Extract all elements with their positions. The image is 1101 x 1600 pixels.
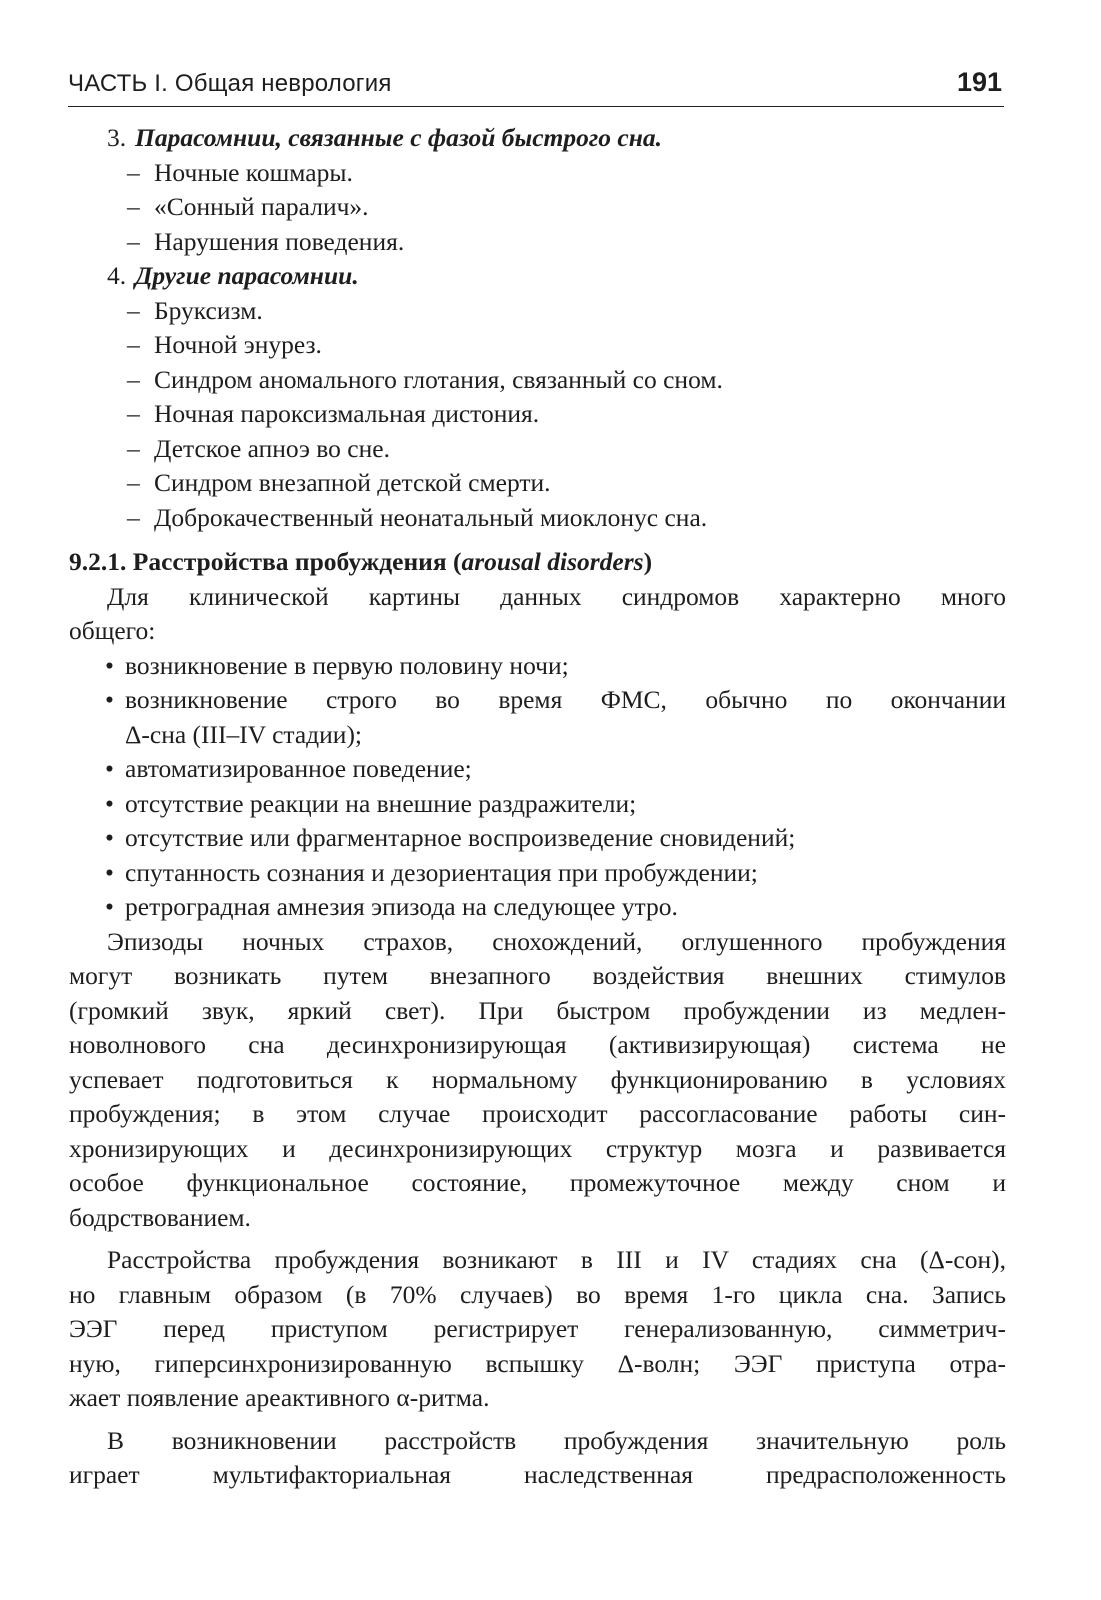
list-item: – Ночная пароксизмальная дистония. bbox=[127, 399, 540, 428]
paragraph-line: Эпизоды ночных страхов, снохождений, оглушенного пробуждения bbox=[107, 926, 1006, 956]
list-item: – Детское апноэ во сне. bbox=[127, 433, 390, 463]
bullet-item: • спутанность сознания и дезориентация при пробуждении; bbox=[105, 857, 758, 887]
list-item: – Синдром внезапной детской смерти. bbox=[127, 468, 551, 497]
paragraph-line: хронизирующих и десинхронизирующих структур мозга и развивается bbox=[69, 1133, 1006, 1163]
paragraph-line: но главным образом (в 70% случаев) во время 1-го цикла сна. Запись bbox=[69, 1279, 1006, 1309]
list-heading-3: 3. Парасомнии, связанные с фазой быстрого сна. bbox=[107, 123, 663, 152]
paragraph-line: жает появление ареактивного α-ритма. bbox=[69, 1383, 490, 1412]
paragraph-line: ную, гиперсинхронизированную вспышку Δ-волн; ЭЭГ приступа отра- bbox=[69, 1348, 1006, 1378]
list-item: – «Сонный паралич». bbox=[127, 192, 369, 221]
list-item: – Ночной энурез. bbox=[127, 330, 322, 359]
paragraph-line: В возникновении расстройств пробуждения значительную роль bbox=[107, 1425, 1006, 1455]
bullet-item: • отсутствие или фрагментарное воспроизведение сновидений; bbox=[105, 823, 796, 852]
paragraph-line: пробуждения; в этом случае происходит рассогласование работы син- bbox=[69, 1099, 1006, 1128]
paragraph-line: ЭЭГ перед приступом регистрирует генерализованную, симметрич- bbox=[69, 1314, 1006, 1343]
list-item: – Нарушения поведения. bbox=[127, 226, 405, 256]
paragraph-line: новолнового сна десинхронизирующая (активизирующая) система не bbox=[69, 1030, 1006, 1059]
list-item: – Бруксизм. bbox=[127, 295, 263, 325]
paragraph-line: Для клинической картины данных синдромов характерно много bbox=[107, 581, 1006, 611]
list-heading-4: 4. Другие парасомнии. bbox=[107, 261, 359, 290]
paragraph-line: особое функциональное состояние, промежуточное между сном и bbox=[69, 1168, 1006, 1197]
bullet-item: • автоматизированное поведение; bbox=[105, 754, 472, 783]
page-body bbox=[69, 121, 1006, 1493]
list-item: – Синдром аномального глотания, связанный со сном. bbox=[127, 364, 723, 394]
page-number: 191 bbox=[956, 67, 1002, 97]
paragraph-line: играет мультифакториальная наследственная предрасположенность bbox=[69, 1460, 1006, 1489]
list-heading-title: Парасомнии, связанные с фазой быстрого сна. bbox=[135, 123, 663, 152]
chapter-title: ЧАСТЬ I. Общая неврология bbox=[68, 70, 392, 97]
section-heading: 9.2.1. Расстройства пробуждения (arousal disorders) bbox=[69, 547, 653, 576]
paragraph-line: бодрствованием. bbox=[69, 1202, 251, 1232]
list-item: – Доброкачественный неонатальный миоклонус сна. bbox=[127, 502, 708, 532]
paragraph-line: (громкий звук, яркий свет). При быстром пробуждении из медлен- bbox=[69, 995, 1006, 1025]
paragraph-line: могут возникать путем внезапного воздействия внешних стимулов bbox=[69, 961, 1006, 990]
bullet-item: • отсутствие реакции на внешние раздражители; bbox=[105, 788, 637, 818]
list-heading-title: Другие парасомнии. bbox=[135, 261, 359, 290]
bullet-continuation: Δ-сна (III–IV стадии); bbox=[125, 719, 363, 749]
bullet-item: • возникновение строго во время ФМС, обычно по окончании bbox=[105, 685, 1006, 714]
bullet-item: • ретроградная амнезия эпизода на следующее утро. bbox=[105, 892, 678, 921]
list-item: – Ночные кошмары. bbox=[127, 157, 353, 187]
bullet-item: • возникновение в первую половину ночи; bbox=[105, 650, 569, 680]
running-header bbox=[68, 66, 1004, 107]
paragraph-line: Расстройства пробуждения возникают в III и IV стадиях сна (Δ-сон), bbox=[107, 1245, 1006, 1274]
paragraph-line: успевает подготовиться к нормальному функционированию в условиях bbox=[69, 1064, 1006, 1094]
paragraph-line: общего: bbox=[69, 616, 156, 645]
